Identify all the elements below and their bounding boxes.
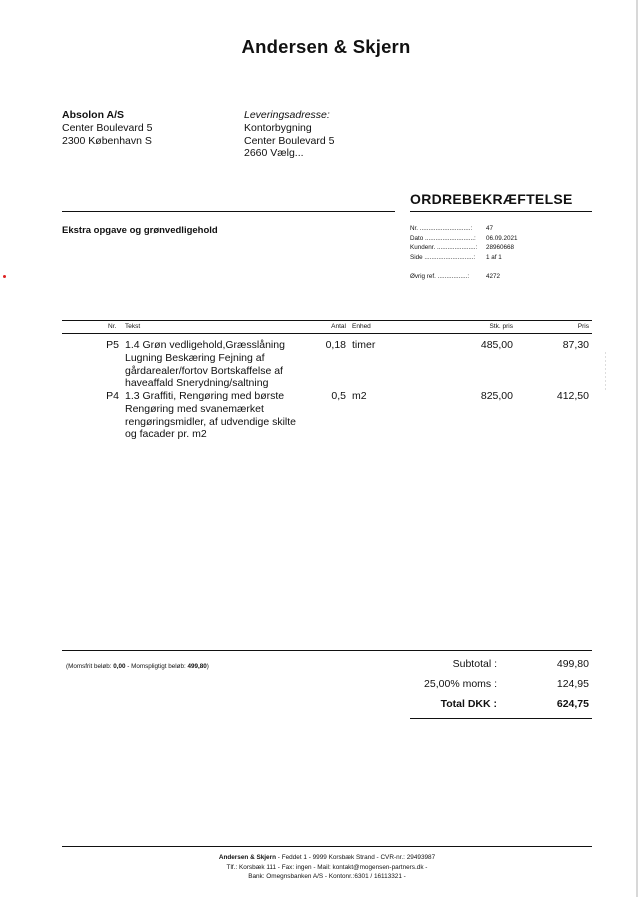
line-price: 412,50 bbox=[556, 390, 589, 402]
title-rule bbox=[410, 211, 592, 212]
customer-address bbox=[62, 109, 152, 147]
meta-row bbox=[410, 253, 518, 263]
line-qty: 0,18 bbox=[325, 339, 346, 351]
margin-mark bbox=[3, 275, 6, 278]
meta-value: 47 bbox=[486, 225, 494, 232]
col-header-text: Tekst bbox=[125, 323, 141, 330]
meta-key: Kundenr. ......................: bbox=[410, 244, 478, 251]
total-rule bbox=[410, 718, 592, 719]
order-subject: Ekstra opgave og grønvedligehold bbox=[62, 225, 218, 236]
table-top-rule bbox=[62, 320, 592, 321]
line-unit-price: 485,00 bbox=[480, 339, 513, 351]
line-text: 1.4 Grøn vedligehold,Græsslåning Lugning Beskæring Fejning af gårdarealer/fortov Bortskaffelse af haveaffald Snerydning/saltning bbox=[125, 339, 285, 390]
footer-line: Tlf.: Korsbæk 111 - Fax: ingen - Mail: kontakt@mogensen-partners.dk - bbox=[226, 863, 428, 871]
meta-key: Nr. .............................: bbox=[410, 225, 473, 232]
footer-address: - Feddet 1 - 9999 Korsbæk Strand - CVR-nr.: 29493987 bbox=[276, 854, 436, 861]
vat-note-close: ) bbox=[206, 663, 209, 670]
line-text: 1.3 Graffiti, Rengøring med børste Rengøring med svanemærket rengøringsmidler, af udvendige skilte og facader pr. m2 bbox=[125, 390, 297, 441]
meta-value: 4272 bbox=[486, 272, 501, 280]
col-header-qty: Antal bbox=[331, 323, 346, 330]
meta-row bbox=[410, 243, 518, 253]
customer-address-line: 2300 København S bbox=[62, 134, 152, 147]
line-price: 87,30 bbox=[562, 339, 589, 351]
line-qty: 0,5 bbox=[331, 390, 346, 402]
meta-key: Side ............................: bbox=[410, 253, 476, 261]
meta-row bbox=[410, 234, 518, 244]
delivery-line: Center Boulevard 5 bbox=[244, 134, 335, 147]
subtotal-label: Subtotal : bbox=[452, 658, 497, 670]
delivery-address bbox=[244, 109, 334, 160]
vat-note bbox=[66, 663, 209, 670]
summary-top-rule bbox=[62, 650, 592, 651]
footer-line: Bank: Omegnsbanken A/S - Kontonr.:6301 / 16113321 - bbox=[248, 873, 406, 881]
subject-rule bbox=[62, 211, 395, 212]
footer-rule bbox=[62, 846, 592, 847]
customer-name: Absolon A/S bbox=[62, 109, 125, 121]
delivery-line: Kontorbygning bbox=[244, 121, 312, 134]
delivery-label: Leveringsadresse: bbox=[244, 109, 330, 121]
meta-key: Øvrig ref. .................: bbox=[410, 272, 470, 280]
col-header-nr: Nr. bbox=[108, 323, 117, 330]
vat-label: 25,00% moms : bbox=[424, 678, 497, 690]
vertical-margin-text bbox=[604, 352, 607, 392]
subtotal-value: 499,80 bbox=[556, 658, 589, 670]
line-nr: P4 bbox=[106, 390, 119, 402]
col-header-unit-price: Stk. pris bbox=[489, 323, 513, 330]
vat-free-label: (Momsfrit beløb: bbox=[66, 663, 112, 670]
line-unit: m2 bbox=[352, 390, 367, 402]
total-value: 624,75 bbox=[556, 698, 589, 710]
footer-line bbox=[120, 853, 534, 863]
delivery-line: 2660 Vælg... bbox=[244, 147, 304, 160]
meta-row bbox=[410, 224, 518, 234]
meta-key: Dato ............................: bbox=[410, 234, 476, 242]
meta-value: 28960668 bbox=[486, 244, 515, 251]
vat-value: 124,95 bbox=[556, 678, 589, 690]
total-label: Total DKK : bbox=[440, 698, 497, 710]
vat-liable-label: - Momspligtigt beløb: bbox=[127, 663, 186, 670]
customer-address-line: Center Boulevard 5 bbox=[62, 121, 153, 134]
order-meta bbox=[410, 224, 518, 281]
col-header-unit: Enhed bbox=[352, 323, 371, 330]
company-name: Andersen & Skjern bbox=[241, 36, 411, 57]
footer-company: Andersen & Skjern bbox=[218, 854, 277, 861]
meta-value: 1 af 1 bbox=[486, 253, 502, 261]
table-header-rule bbox=[62, 333, 592, 334]
line-nr: P5 bbox=[106, 339, 119, 351]
line-unit-price: 825,00 bbox=[480, 390, 513, 402]
document-title: ORDREBEKRÆFTELSE bbox=[410, 191, 573, 207]
col-header-price: Pris bbox=[577, 323, 589, 330]
meta-value: 06.09.2021 bbox=[486, 234, 518, 242]
vat-free-value: 0,00 bbox=[113, 663, 126, 670]
line-unit: timer bbox=[352, 339, 376, 351]
meta-row bbox=[410, 272, 518, 282]
vat-liable-value: 499,80 bbox=[187, 663, 207, 670]
footer bbox=[120, 853, 534, 882]
